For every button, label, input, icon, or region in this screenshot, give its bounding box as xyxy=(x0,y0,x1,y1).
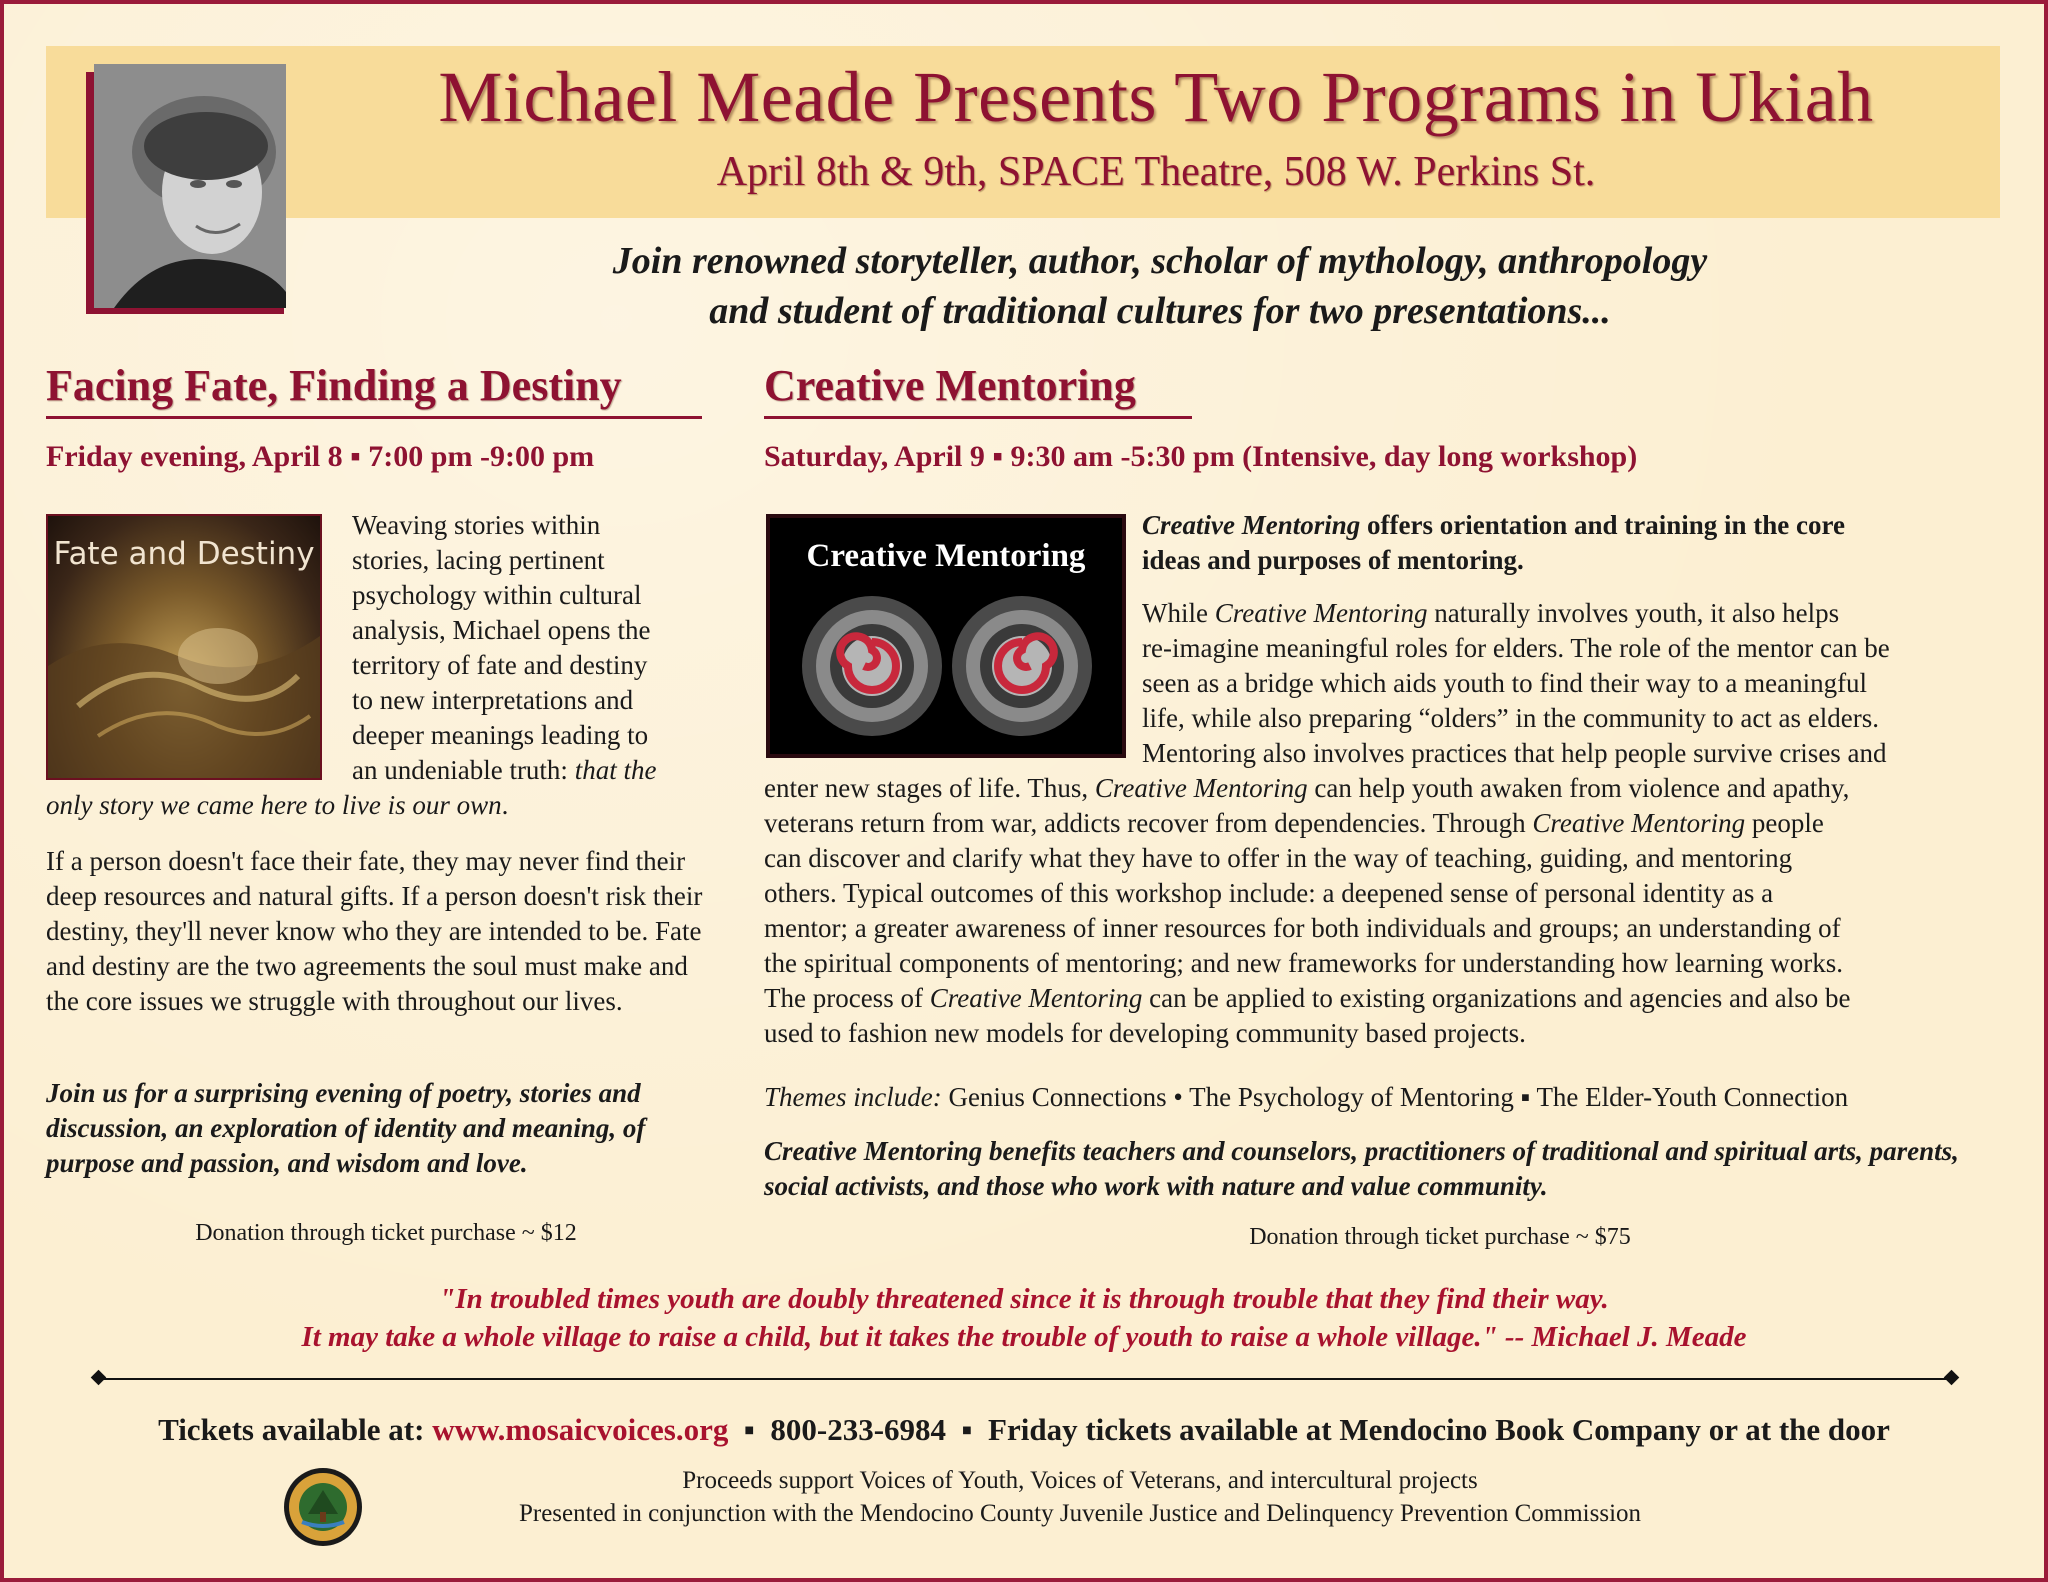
mentoring-line: seen as a bridge which aids youth to find their way to a meaningful xyxy=(1142,668,1868,698)
fate-italic-b: only story we came here to live is our own xyxy=(46,790,502,820)
mentoring-line: used to fashion new models for developing community based projects. xyxy=(764,1018,1526,1048)
tickets-prefix: Tickets available at: xyxy=(158,1412,433,1447)
title-underline-right xyxy=(764,416,1192,419)
mentoring-line xyxy=(1142,596,2022,631)
line-text: The process of xyxy=(764,983,930,1013)
program-title-fate: Facing Fate, Finding a Destiny xyxy=(46,361,622,410)
fate-line: Weaving stories within xyxy=(352,510,601,540)
intro-line-2: and student of traditional cultures for two presentations... xyxy=(709,290,1611,332)
mentoring-lead-line-1 xyxy=(1142,508,2012,543)
mentoring-line xyxy=(764,806,2024,841)
mentoring-line: re-imagine meaningful roles for elders. The role of the mentor can be xyxy=(1142,633,1890,663)
mentoring-line xyxy=(764,981,2024,1016)
fate-line: deeper meanings leading to xyxy=(352,720,649,750)
mentoring-line: others. Typical outcomes of this workshop include: a deepened sense of personal identity as a xyxy=(764,878,1774,908)
mentoring-body-full xyxy=(764,771,2024,1051)
quote-line-1: "In troubled times youth are doubly threatened since it is through trouble that they find their way. xyxy=(439,1283,1609,1315)
donation-friday: Donation through ticket purchase ~ $12 xyxy=(195,1220,577,1246)
ticket-sep-2: ▪ xyxy=(953,1412,981,1447)
schedule-friday: Friday evening, April 8 ▪ 7:00 pm -9:00 pm xyxy=(46,440,595,473)
line-text: naturally involves youth, it also helps xyxy=(1427,598,1840,628)
line-italic: Creative Mentoring xyxy=(1094,773,1308,803)
donation-saturday: Donation through ticket purchase ~ $75 xyxy=(1249,1224,1631,1250)
line-italic: Creative Mentoring xyxy=(929,983,1143,1013)
tickets-note: Friday tickets available at Mendocino Book Company or at the door xyxy=(988,1412,1890,1447)
line-text: can be applied to existing organizations and agencies and also be xyxy=(1142,983,1851,1013)
fate-period: . xyxy=(501,790,509,820)
line-italic: Creative Mentoring xyxy=(1214,598,1428,628)
fate-line: to new interpretations and xyxy=(352,685,634,715)
footer-line-1: Proceeds support Voices of Youth, Voices of Veterans, and intercultural projects xyxy=(682,1467,1478,1494)
fate-paragraph-2: If a person doesn't face their fate, they may never find their deep resources and natural gifts. If a person doesn't risk their destiny, they'll never know who they are intended to be. Fate and destiny are the two agreements the soul must make and the core issues we struggle with throughout our lives. xyxy=(46,846,703,1016)
schedule-saturday: Saturday, April 9 ▪ 9:30 am -5:30 pm (Intensive, day long workshop) xyxy=(764,440,1638,473)
fate-invitation: Join us for a surprising evening of poetry, stories and discussion, an exploration of identity and meaning, of purpose and passion, and wisdom and love. xyxy=(46,1078,646,1178)
mentoring-image-label: Creative Mentoring xyxy=(806,538,1086,574)
title-underline-left xyxy=(46,416,702,419)
mentoring-line: the spiritual components of mentoring; and new frameworks for understanding how learning works. xyxy=(764,948,1843,978)
quote-line-2: It may take a whole village to raise a child, but it takes the trouble of youth to raise a whole village." -- Michael J. Meade xyxy=(301,1321,1747,1353)
fate-line: stories, lacing pertinent xyxy=(352,545,605,575)
fate-image-label: Fate and Destiny xyxy=(53,536,315,572)
line-text: can help youth awaken from violence and apathy, xyxy=(1307,773,1850,803)
fate-and-destiny-image xyxy=(46,514,322,780)
meade-quote xyxy=(46,1280,2002,1356)
ticket-info xyxy=(46,1412,2002,1448)
mentoring-line: mentor; a greater awareness of inner resources for both individuals and groups; an understanding of xyxy=(764,913,1841,943)
mentoring-lead-italic: Creative Mentoring xyxy=(1142,510,1361,540)
themes-label: Themes include: xyxy=(764,1082,942,1112)
mentoring-benefits: Creative Mentoring benefits teachers and counselors, practitioners of traditional and spiritual arts, parents, social activists, and those who work with nature and value community. xyxy=(764,1136,1959,1201)
footer-line-2: Presented in conjunction with the Mendocino County Juvenile Justice and Delinquency Prevention Commission xyxy=(518,1500,1642,1527)
ticket-sep-1: ▪ xyxy=(736,1412,763,1447)
fate-line: analysis, Michael opens the xyxy=(352,615,651,645)
tickets-url-link[interactable]: www.mosaicvoices.org xyxy=(432,1412,729,1447)
mentoring-line: Mentoring also involves practices that help people survive crises and xyxy=(1142,738,1887,768)
event-dates-venue: April 8th & 9th, SPACE Theatre, 508 W. Perkins St. xyxy=(716,149,1596,195)
intro-text xyxy=(300,236,2020,336)
fate-description-wrapped xyxy=(352,508,722,788)
footer-text xyxy=(300,1464,1860,1530)
speaker-portrait xyxy=(94,64,286,308)
mentoring-themes xyxy=(764,1080,2024,1115)
mentoring-line: can discover and clarify what they have to offer in the way of teaching, guiding, and mentoring xyxy=(764,843,1793,873)
mentoring-lead-line-2: ideas and purposes of mentoring. xyxy=(1142,545,1524,575)
fate-line-text: an undeniable truth: xyxy=(352,755,575,785)
mentoring-line xyxy=(764,771,2024,806)
divider-line xyxy=(98,1378,1952,1380)
creative-mentoring-image xyxy=(766,514,1126,758)
fate-line-last xyxy=(352,753,722,788)
page-title: Michael Meade Presents Two Programs in Ukiah xyxy=(438,57,1874,137)
intro-line-1: Join renowned storyteller, author, scholar of mythology, anthropology xyxy=(612,240,1708,282)
line-text: enter new stages of life. Thus, xyxy=(764,773,1095,803)
program-title-mentoring: Creative Mentoring xyxy=(764,361,1136,410)
fate-description-tail xyxy=(46,788,726,823)
fate-line: psychology within cultural xyxy=(352,580,642,610)
fate-italic-a: that the xyxy=(574,755,657,785)
line-text: While xyxy=(1142,598,1215,628)
tickets-phone: 800-233-6984 xyxy=(770,1412,947,1447)
mentoring-lead xyxy=(1142,508,2012,578)
line-italic: Creative Mentoring xyxy=(1532,808,1746,838)
themes-list: Genius Connections • The Psychology of Mentoring ▪ The Elder-Youth Connection xyxy=(941,1082,1849,1112)
mentoring-lead-text: offers orientation and training in the core xyxy=(1360,510,1845,540)
fate-line: territory of fate and destiny xyxy=(352,650,648,680)
mentoring-line: life, while also preparing “olders” in the community to act as elders. xyxy=(1142,703,1880,733)
line-text: people xyxy=(1745,808,1824,838)
line-text: veterans return from war, addicts recover from dependencies. Through xyxy=(764,808,1533,838)
mentoring-body-wrapped xyxy=(1142,596,2022,771)
